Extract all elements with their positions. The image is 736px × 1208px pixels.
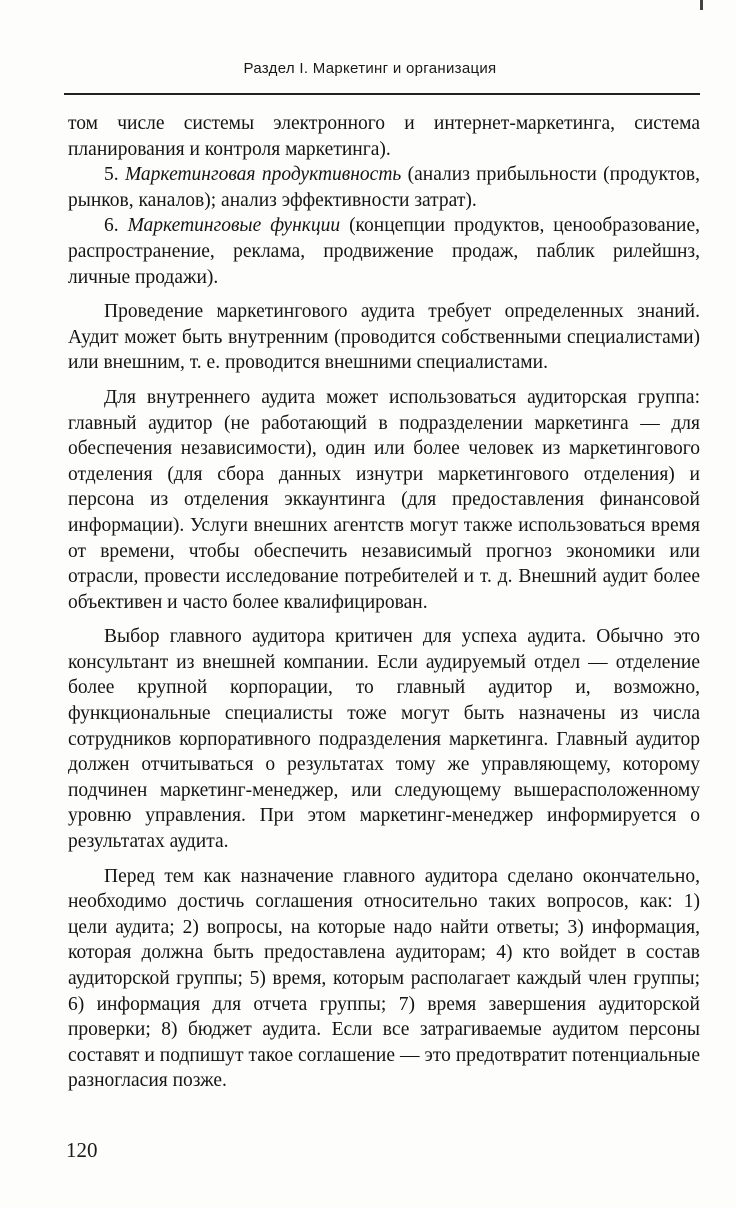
list-text-6: (концепции продуктов, ценообразование, распространение, реклама, продвижение продаж, паблик рилейшнз, личные продажи). [68, 215, 701, 288]
page-edge-mark [700, 0, 703, 10]
paragraph-continuation: том числе системы электронного и интернет-маркетинга, система планирования и контроля маркетинга). [68, 113, 700, 160]
page-number: 120 [66, 1138, 98, 1162]
list-text-5: (анализ прибыльности (продуктов, рынков, каналов); анализ эффективности затрат). [68, 164, 700, 211]
list-title-5: Маркетинговая продуктивность [124, 164, 402, 186]
header-rule [64, 93, 700, 95]
paragraph-audit-knowledge: Проведение маркетингового аудита требует определенных знаний. Аудит может быть внутренним (проводится собственными специалистами) или внешним, т. е. проводится внешними специалистами. [68, 301, 700, 374]
list-title-6: Маркетинговые функции [127, 215, 341, 237]
list-item-5 [68, 162, 700, 213]
paragraph-internal-audit: Для внутреннего аудита может использоваться аудиторская группа: главный аудитор (не работающий в подразделении маркетинга — для обеспечения независимости), один или более человек из маркетингового отделения (для сбора данных изнутри маркетингового отделения) и персона из отделения эккаунтинга (для предоставления финансовой информации). Услуги внешних агентств могут также использоваться время от времени, чтобы обеспечить независимый прогноз экономики или отрасли, провести исследование потребителей и т. д. Внешний аудит более объективен и часто более квалифицирован. [68, 386, 700, 613]
list-number-6: 6. [104, 215, 119, 237]
list-item-6 [68, 213, 700, 290]
body-text [68, 111, 700, 1094]
paragraph-chief-auditor: Выбор главного аудитора критичен для успеха аудита. Обычно это консультант из внешней компании. Если аудируемый отдел — отделение более крупной корпорации, то главный аудитор и, возможно, функциональные специалисты тоже могут быть назначены из числа сотрудников корпоративного подразделения маркетинга. Главный аудитор должен отчитываться о результатах тому же управляющему, которому подчинен маркетинг-менеджер, или следующему вышерасположенному уровню управления. При этом маркетинг-менеджер информируется о результатах аудита. [68, 626, 700, 853]
running-header: Раздел I. Маркетинг и организация [243, 60, 497, 77]
paragraph-agreement: Перед тем как назначение главного аудитора сделано окончательно, необходимо достичь соглашения относительно таких вопросов, как: 1) цели аудита; 2) вопросы, на которые надо найти ответы; 3) информация, которая должна быть предоставлена аудиторам; 4) кто войдет в состав аудиторской группы; 5) время, которым располагает каждый член группы; 6) информация для отчета группы; 7) время завершения аудиторской проверки; 8) бюджет аудита. Если все затрагиваемые аудитом персоны составят и подпишут такое соглашение — это предотвратит потенциальные разногласия позже. [68, 865, 700, 1092]
list-number-5: 5. [104, 164, 119, 186]
